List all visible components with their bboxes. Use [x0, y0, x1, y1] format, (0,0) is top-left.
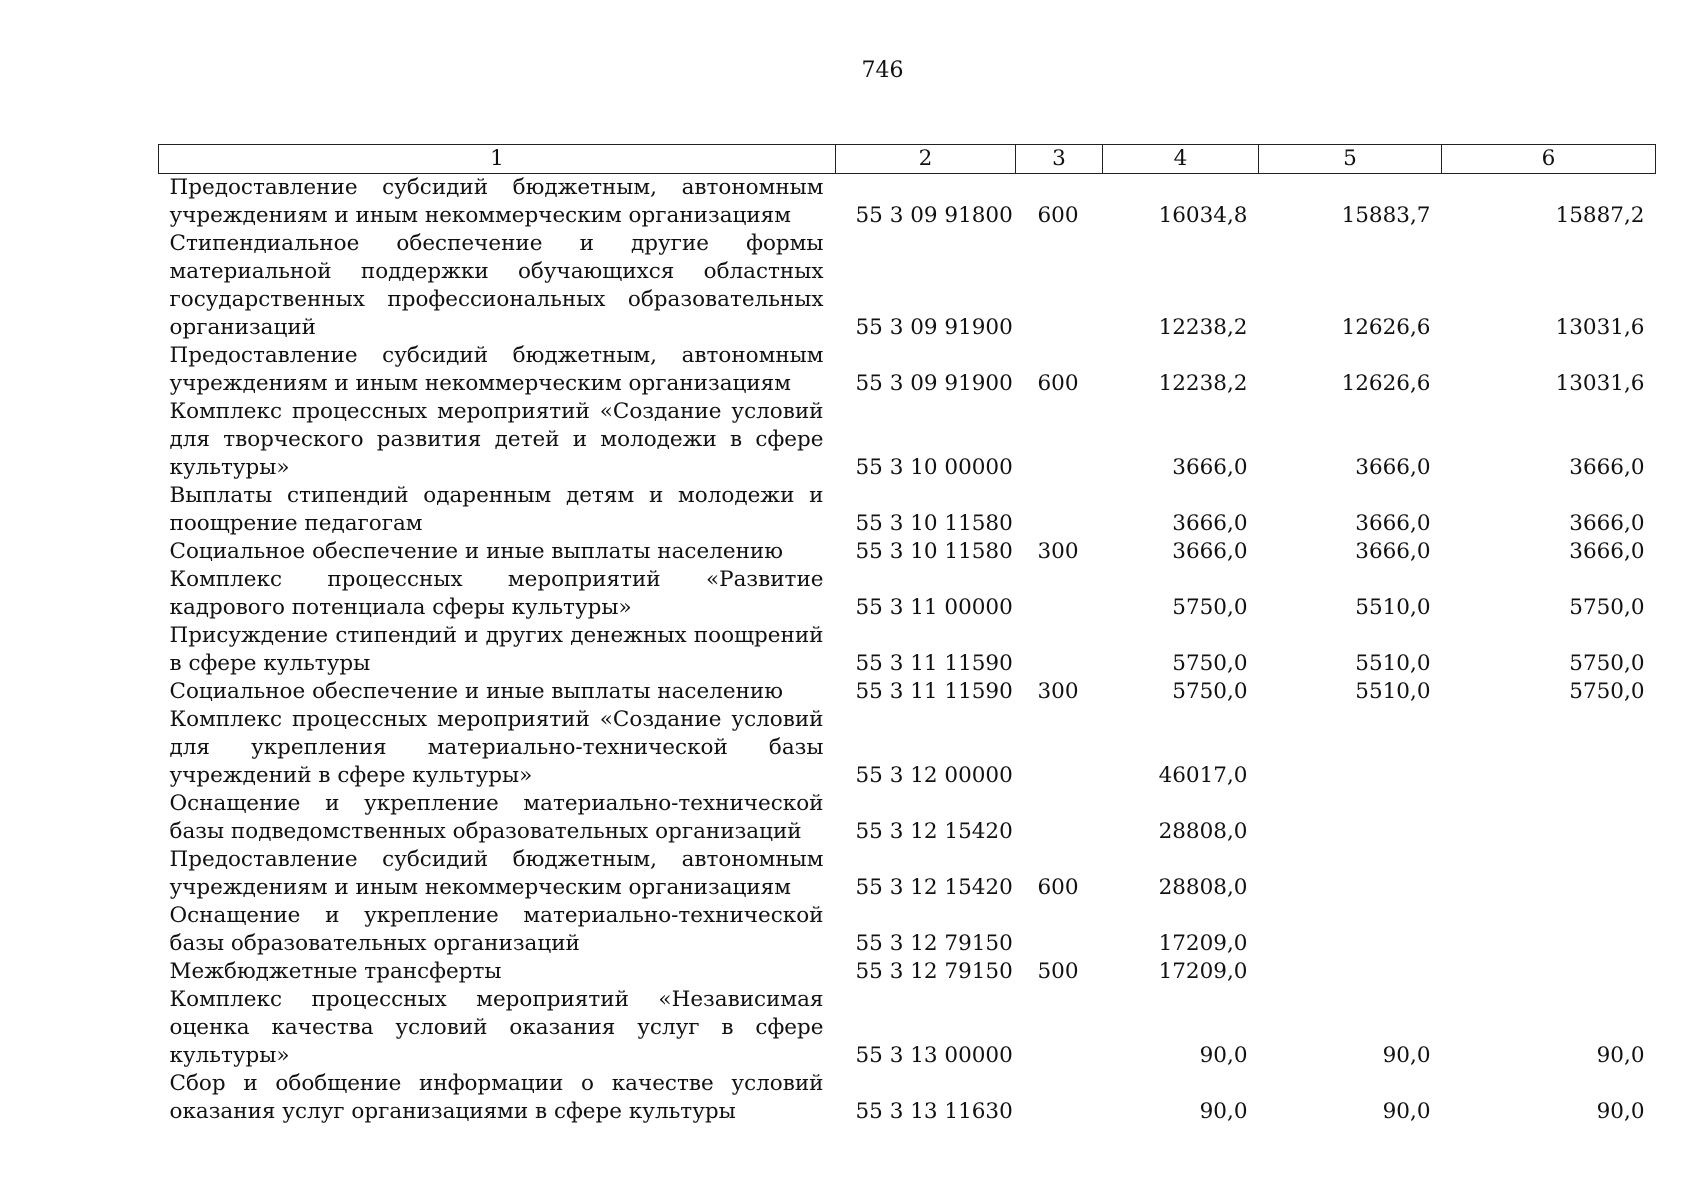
code-cell: 55 3 12 79150 [855, 959, 1013, 984]
row-name-cell: Предоставление субсидий бюджетным, автономным учреждениям и иным некоммерческим организациям [169, 175, 824, 228]
amount-col6-cell: 3666,0 [1569, 455, 1645, 480]
row-name-cell: Оснащение и укрепление материально-технической базы образовательных организаций [169, 903, 824, 956]
amount-col5-cell: 12626,6 [1341, 371, 1431, 396]
row-name-cell: Комплекс процессных мероприятий «Развитие кадрового потенциала сферы культуры» [169, 567, 824, 620]
row-name-cell: Стипендиальное обеспечение и другие формы материальной поддержки обучающихся областных государственных профессиональных образовательных организаций [169, 231, 824, 340]
expense-type-cell [1016, 1070, 1103, 1126]
expense-type-cell [1016, 398, 1103, 482]
amount-col5-cell: 5510,0 [1355, 651, 1431, 676]
code-cell: 55 3 12 15420 [855, 875, 1013, 900]
amount-col6-cell [1442, 958, 1656, 986]
amount-col6-cell [1442, 902, 1656, 958]
expense-type-cell [1016, 482, 1103, 538]
code-cell: 55 3 13 11630 [855, 1099, 1013, 1124]
row-name-cell: Комплекс процессных мероприятий «Создание условий для творческого развития детей и молодежи в сфере культуры» [169, 399, 824, 480]
expense-type-cell: 500 [1037, 959, 1079, 984]
column-header-4: 4 [1103, 145, 1259, 174]
amount-col4-cell: 3666,0 [1172, 455, 1248, 480]
table-row [159, 230, 1656, 342]
amount-col6-cell [1442, 846, 1656, 902]
amount-col6-cell: 13031,6 [1555, 315, 1645, 340]
amount-col6-cell: 5750,0 [1569, 651, 1645, 676]
amount-col6-cell: 3666,0 [1569, 539, 1645, 564]
table-body [159, 174, 1656, 1127]
expense-type-cell [1016, 902, 1103, 958]
budget-table [158, 144, 1656, 1126]
amount-col5-cell: 15883,7 [1341, 203, 1431, 228]
table-row [159, 678, 1656, 706]
code-cell: 55 3 11 00000 [855, 595, 1013, 620]
row-name-cell: Сбор и обобщение информации о качестве условий оказания услуг организациями в сфере культуры [169, 1071, 824, 1124]
code-cell: 55 3 09 91900 [855, 371, 1013, 396]
column-header-6: 6 [1442, 145, 1656, 174]
table-row [159, 846, 1656, 902]
amount-col4-cell: 28808,0 [1158, 875, 1248, 900]
table-row [159, 566, 1656, 622]
table-row [159, 482, 1656, 538]
amount-col6-cell [1442, 706, 1656, 790]
amount-col4-cell: 90,0 [1199, 1043, 1248, 1068]
table-row [159, 538, 1656, 566]
amount-col4-cell: 5750,0 [1172, 679, 1248, 704]
code-cell: 55 3 10 11580 [855, 511, 1013, 536]
code-cell: 55 3 11 11590 [855, 679, 1013, 704]
expense-type-cell: 300 [1037, 679, 1079, 704]
table-row [159, 902, 1656, 958]
column-header-3: 3 [1016, 145, 1103, 174]
amount-col4-cell: 46017,0 [1158, 763, 1248, 788]
expense-type-cell [1016, 230, 1103, 342]
amount-col4-cell: 16034,8 [1158, 203, 1248, 228]
table-row [159, 958, 1656, 986]
code-cell: 55 3 13 00000 [855, 1043, 1013, 1068]
amount-col5-cell [1259, 846, 1442, 902]
code-cell: 55 3 09 91800 [855, 203, 1013, 228]
page-number: 746 [861, 58, 904, 83]
code-cell: 55 3 12 79150 [855, 931, 1013, 956]
amount-col4-cell: 17209,0 [1158, 959, 1248, 984]
amount-col5-cell: 3666,0 [1355, 455, 1431, 480]
row-name-cell: Комплекс процессных мероприятий «Создание условий для укрепления материально-технической базы учреждений в сфере культуры» [169, 707, 824, 788]
table-row [159, 342, 1656, 398]
amount-col5-cell: 3666,0 [1355, 511, 1431, 536]
amount-col4-cell: 5750,0 [1172, 651, 1248, 676]
amount-col6-cell: 13031,6 [1555, 371, 1645, 396]
amount-col5-cell: 12626,6 [1341, 315, 1431, 340]
amount-col5-cell: 90,0 [1382, 1043, 1431, 1068]
row-name-cell: Предоставление субсидий бюджетным, автономным учреждениям и иным некоммерческим организациям [169, 343, 824, 396]
table-row [159, 790, 1656, 846]
amount-col4-cell: 90,0 [1199, 1099, 1248, 1124]
amount-col4-cell: 17209,0 [1158, 931, 1248, 956]
code-cell: 55 3 10 00000 [855, 455, 1013, 480]
row-name-cell: Комплекс процессных мероприятий «Независимая оценка качества условий оказания услуг в сфере культуры» [169, 987, 824, 1068]
amount-col4-cell: 3666,0 [1172, 539, 1248, 564]
amount-col5-cell [1259, 706, 1442, 790]
amount-col5-cell: 5510,0 [1355, 595, 1431, 620]
expense-type-cell [1016, 790, 1103, 846]
amount-col5-cell: 5510,0 [1355, 679, 1431, 704]
column-header-5: 5 [1259, 145, 1442, 174]
code-cell: 55 3 10 11580 [855, 539, 1013, 564]
table-row [159, 398, 1656, 482]
code-cell: 55 3 12 00000 [855, 763, 1013, 788]
amount-col5-cell: 90,0 [1382, 1099, 1431, 1124]
expense-type-cell [1016, 566, 1103, 622]
amount-col6-cell: 5750,0 [1569, 595, 1645, 620]
amount-col5-cell [1259, 790, 1442, 846]
row-name-cell: Межбюджетные трансферты [169, 959, 502, 984]
amount-col5-cell: 3666,0 [1355, 539, 1431, 564]
table-row [159, 706, 1656, 790]
expense-type-cell: 300 [1037, 539, 1079, 564]
row-name-cell: Присуждение стипендий и других денежных поощрений в сфере культуры [169, 623, 824, 676]
amount-col6-cell [1442, 790, 1656, 846]
code-cell: 55 3 09 91900 [855, 315, 1013, 340]
expense-type-cell: 600 [1037, 203, 1079, 228]
expense-type-cell: 600 [1037, 371, 1079, 396]
amount-col6-cell: 90,0 [1596, 1043, 1645, 1068]
row-name-cell: Социальное обеспечение и иные выплаты населению [169, 679, 783, 704]
row-name-cell: Оснащение и укрепление материально-технической базы подведомственных образовательных организаций [169, 791, 824, 844]
table-row [159, 622, 1656, 678]
amount-col5-cell [1259, 958, 1442, 986]
row-name-cell: Выплаты стипендий одаренным детям и молодежи и поощрение педагогам [169, 483, 824, 536]
row-name-cell: Социальное обеспечение и иные выплаты населению [169, 539, 783, 564]
expense-type-cell [1016, 986, 1103, 1070]
amount-col4-cell: 5750,0 [1172, 595, 1248, 620]
amount-col5-cell [1259, 902, 1442, 958]
amount-col4-cell: 28808,0 [1158, 819, 1248, 844]
code-cell: 55 3 12 15420 [855, 819, 1013, 844]
amount-col6-cell: 90,0 [1596, 1099, 1645, 1124]
amount-col4-cell: 3666,0 [1172, 511, 1248, 536]
column-header-1: 1 [159, 145, 836, 174]
table-row [159, 174, 1656, 231]
column-header-2: 2 [836, 145, 1016, 174]
code-cell: 55 3 11 11590 [855, 651, 1013, 676]
table-header [159, 145, 1656, 174]
row-name-cell: Предоставление субсидий бюджетным, автономным учреждениям и иным некоммерческим организациям [169, 847, 824, 900]
amount-col4-cell: 12238,2 [1158, 371, 1248, 396]
amount-col6-cell: 5750,0 [1569, 679, 1645, 704]
amount-col4-cell: 12238,2 [1158, 315, 1248, 340]
amount-col6-cell: 3666,0 [1569, 511, 1645, 536]
table-row [159, 1070, 1656, 1126]
table-row [159, 986, 1656, 1070]
expense-type-cell: 600 [1037, 875, 1079, 900]
expense-type-cell [1016, 706, 1103, 790]
amount-col6-cell: 15887,2 [1555, 203, 1645, 228]
header-row [159, 145, 1656, 174]
expense-type-cell [1016, 622, 1103, 678]
